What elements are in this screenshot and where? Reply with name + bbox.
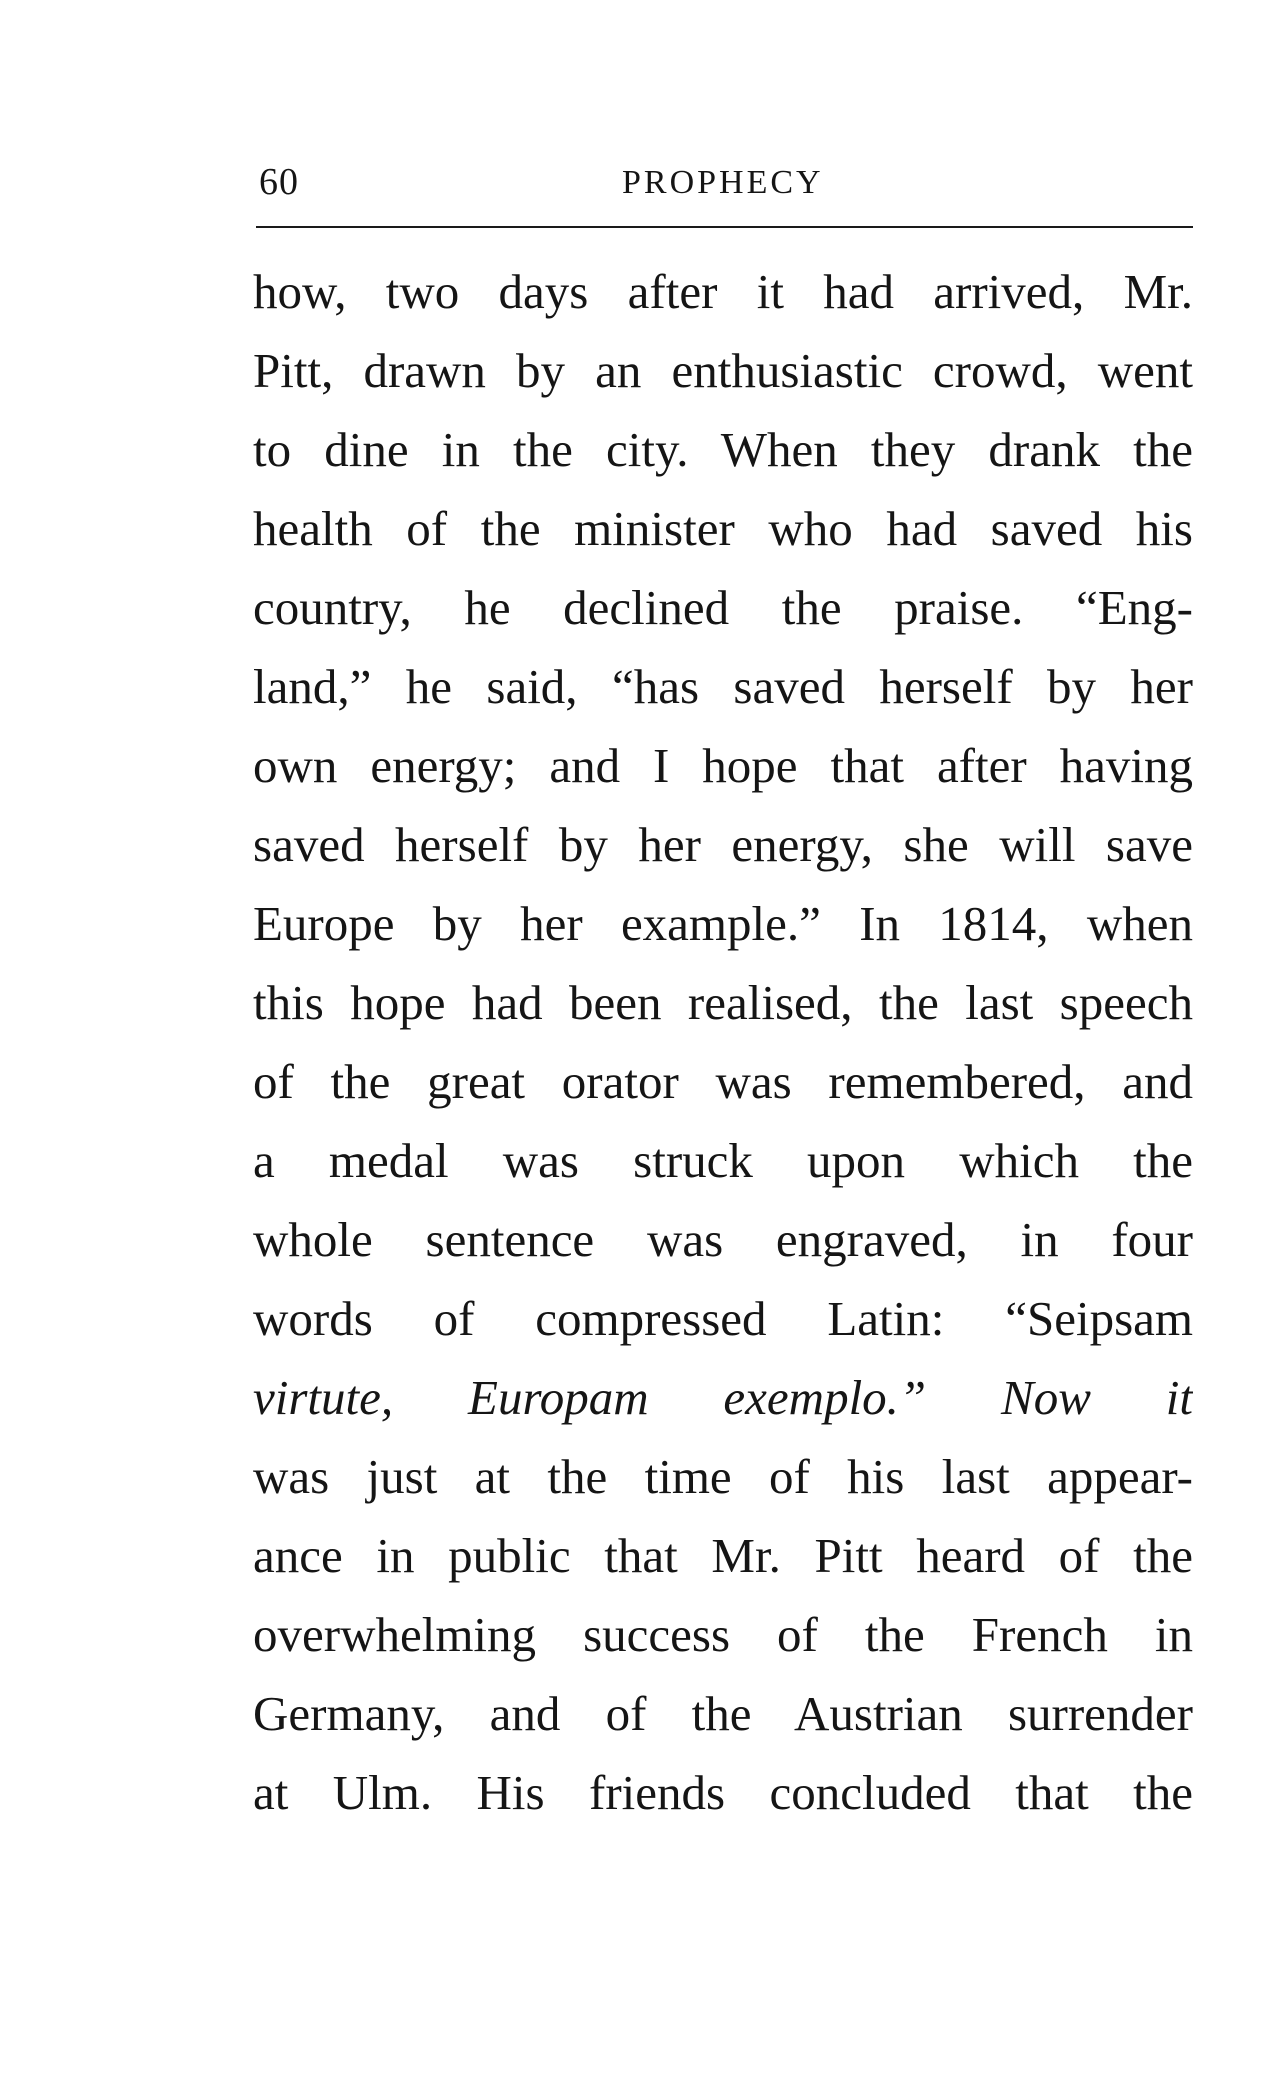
text-line: Pitt, drawn by an enthusiastic crowd, went <box>253 343 1193 398</box>
header-rule <box>256 226 1193 228</box>
text-line: own energy; and I hope that after having <box>253 738 1193 793</box>
text-line: to dine in the city. When they drank the <box>253 422 1193 477</box>
text-line-latin: virtute, Europam exemplo.” Now it <box>253 1370 1193 1425</box>
text-line: how, two days after it had arrived, Mr. <box>253 264 1193 319</box>
body-text <box>253 252 1193 1832</box>
running-title: PROPHECY <box>622 164 824 201</box>
text-line: Germany, and of the Austrian surrender <box>253 1686 1193 1741</box>
text-line: a medal was struck upon which the <box>253 1133 1193 1188</box>
text-line: whole sentence was engraved, in four <box>253 1212 1193 1267</box>
text-line: words of compressed Latin: “Seipsam <box>253 1291 1193 1346</box>
text-line: saved herself by her energy, she will save <box>253 817 1193 872</box>
text-line: land,” he said, “has saved herself by her <box>253 659 1193 714</box>
text-line: health of the minister who had saved his <box>253 501 1193 556</box>
text-line: ance in public that Mr. Pitt heard of the <box>253 1528 1193 1583</box>
text-line: overwhelming success of the French in <box>253 1607 1193 1662</box>
text-line: country, he declined the praise. “Eng- <box>253 580 1193 635</box>
running-head <box>255 158 1190 218</box>
text-line: this hope had been realised, the last speech <box>253 975 1193 1030</box>
text-line: was just at the time of his last appear- <box>253 1449 1193 1504</box>
text-line: Europe by her example.” In 1814, when <box>253 896 1193 951</box>
text-line: of the great orator was remembered, and <box>253 1054 1193 1109</box>
text-line: at Ulm. His friends concluded that the <box>253 1765 1193 1820</box>
page-number: 60 <box>259 161 299 203</box>
